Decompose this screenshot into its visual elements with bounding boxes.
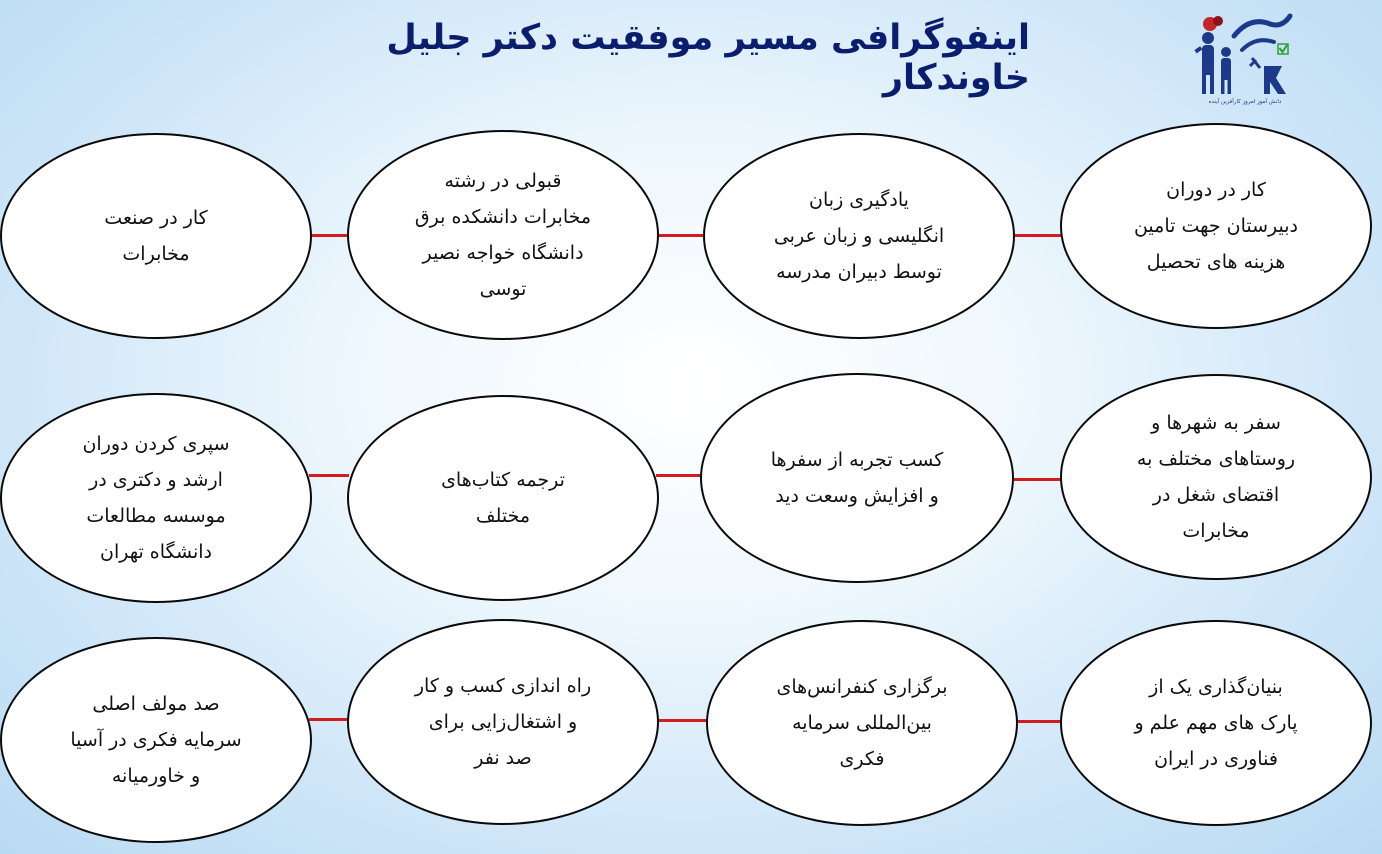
connector-r2-1 bbox=[1014, 478, 1061, 481]
node-university-admission: قبولی در رشته مخابرات دانشکده برق دانشگاه خواجه نصیر توسی bbox=[347, 130, 659, 340]
node-science-park: بنیان‌گذاری یک از پارک های مهم علم و فناوری در ایران bbox=[1060, 620, 1372, 826]
node-language-learning: یادگیری زبان انگلیسی و زبان عربی توسط دبیران مدرسه bbox=[703, 133, 1015, 339]
connector-r3-2 bbox=[656, 719, 708, 722]
node-job-creation: راه اندازی کسب و کار و اشتغال‌زایی برای صد نفر bbox=[347, 619, 659, 825]
connector-r1-2 bbox=[656, 234, 703, 237]
node-travel-experience: کسب تجربه از سفرها و افزایش وسعت دید bbox=[700, 373, 1014, 583]
node-intl-conferences: برگزاری کنفرانس‌های بین‌المللی سرمایه فکری bbox=[706, 620, 1018, 826]
svg-text:دانش آموز امروز کارآفرین آینده: دانش آموز امروز کارآفرین آینده bbox=[1208, 99, 1282, 105]
page-title: اینفوگرافی مسیر موفقیت دکتر جلیل خاوندکار bbox=[386, 18, 1030, 98]
node-high-school-work: کار در دوران دبیرستان جهت تامین هزینه های تحصیل bbox=[1060, 123, 1372, 329]
node-telecom-industry-work: کار در صنعت مخابرات bbox=[0, 133, 312, 339]
connector-r1-3 bbox=[309, 234, 349, 237]
node-top-author: صد مولف اصلی سرمایه فکری در آسیا و خاورمیانه bbox=[0, 637, 312, 843]
node-book-translation: ترجمه کتاب‌های مختلف bbox=[347, 395, 659, 601]
akashef-logo bbox=[1190, 6, 1300, 106]
node-city-travel: سفر به شهرها و روستاهای مختلف به اقتضای شغل در مخابرات bbox=[1060, 374, 1372, 580]
connector-r2-3 bbox=[309, 474, 349, 477]
connector-r1-1 bbox=[1014, 234, 1061, 237]
connector-r3-1 bbox=[1014, 720, 1061, 723]
node-masters-phd: سپری کردن دوران ارشد و دکتری در موسسه مطالعات دانشگاه تهران bbox=[0, 393, 312, 603]
connector-r2-2 bbox=[656, 474, 703, 477]
connector-r3-3 bbox=[309, 718, 349, 721]
